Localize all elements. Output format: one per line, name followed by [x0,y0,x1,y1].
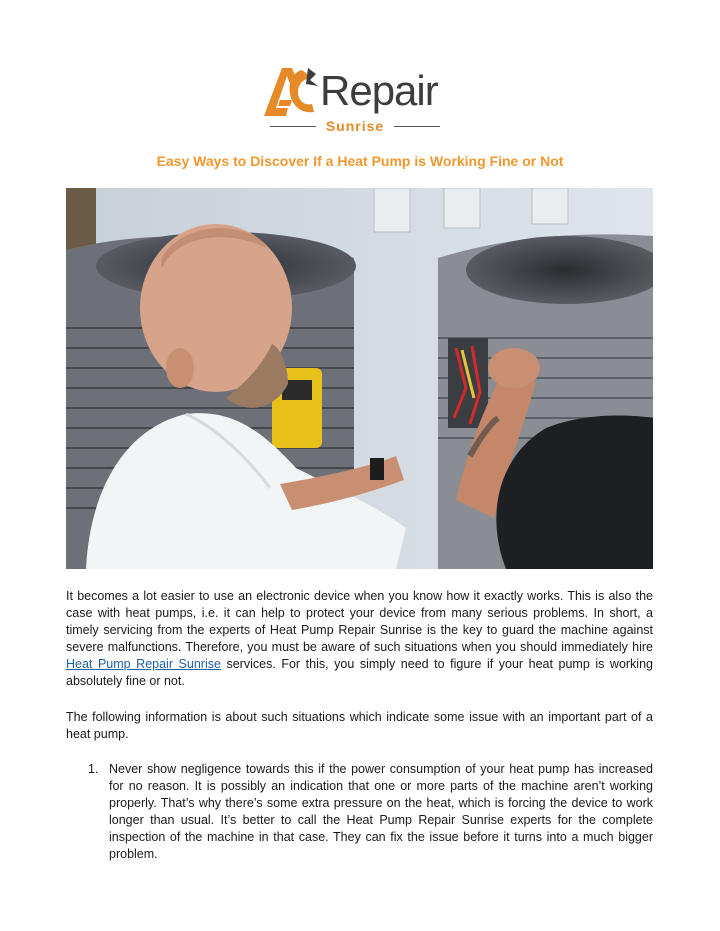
logo-wordmark: Repair [320,67,438,114]
logo-tagline-row [262,118,442,134]
article-title: Easy Ways to Discover If a Heat Pump is Working Fine or Not [156,153,564,169]
paragraph-intro [66,588,653,690]
list-item-number: 1. [88,762,99,776]
logo-rule-right [394,126,440,127]
ac-flame-logo-icon [262,64,324,122]
company-logo [262,58,462,138]
list-item-text: Never show negligence towards this if the power consumption of your heat pump has increased for no reason. It is possibly an indication that one or more parts of the machine aren’t working properly. That’s why there’s some extra pressure on the heat, which is forcing the device to work longer than usual. It’s better to call the Heat Pump Repair Sunrise experts for the complete inspection of the machine in that case. They can fix the issue before it turns into a much bigger problem. [109,762,653,861]
heat-pump-technician-image [66,188,653,569]
paragraph-intro-text-b: services. For this, you simply need to figure if your heat pump is working absolutely fine or not. [66,657,653,688]
logo-rule-left [270,126,316,127]
article-photo [66,188,653,569]
heat-pump-repair-sunrise-link[interactable]: Heat Pump Repair Sunrise [66,657,221,671]
paragraph-following-info: The following information is about such situations which indicate some issue with an important part of a heat pump. [66,710,653,741]
paragraph-intro-text-a: It becomes a lot easier to use an electronic device when you know how it exactly works. This is also the case with heat pumps, i.e. it can help to protect your device from many serious problems. In short, a timely servicing from the experts of Heat Pump Repair Sunrise is the key to guard the machine against severe malfunctions. Therefore, you must be aware of such situations when you should immediately hire [66,589,653,654]
logo-tagline: Sunrise [325,118,385,134]
